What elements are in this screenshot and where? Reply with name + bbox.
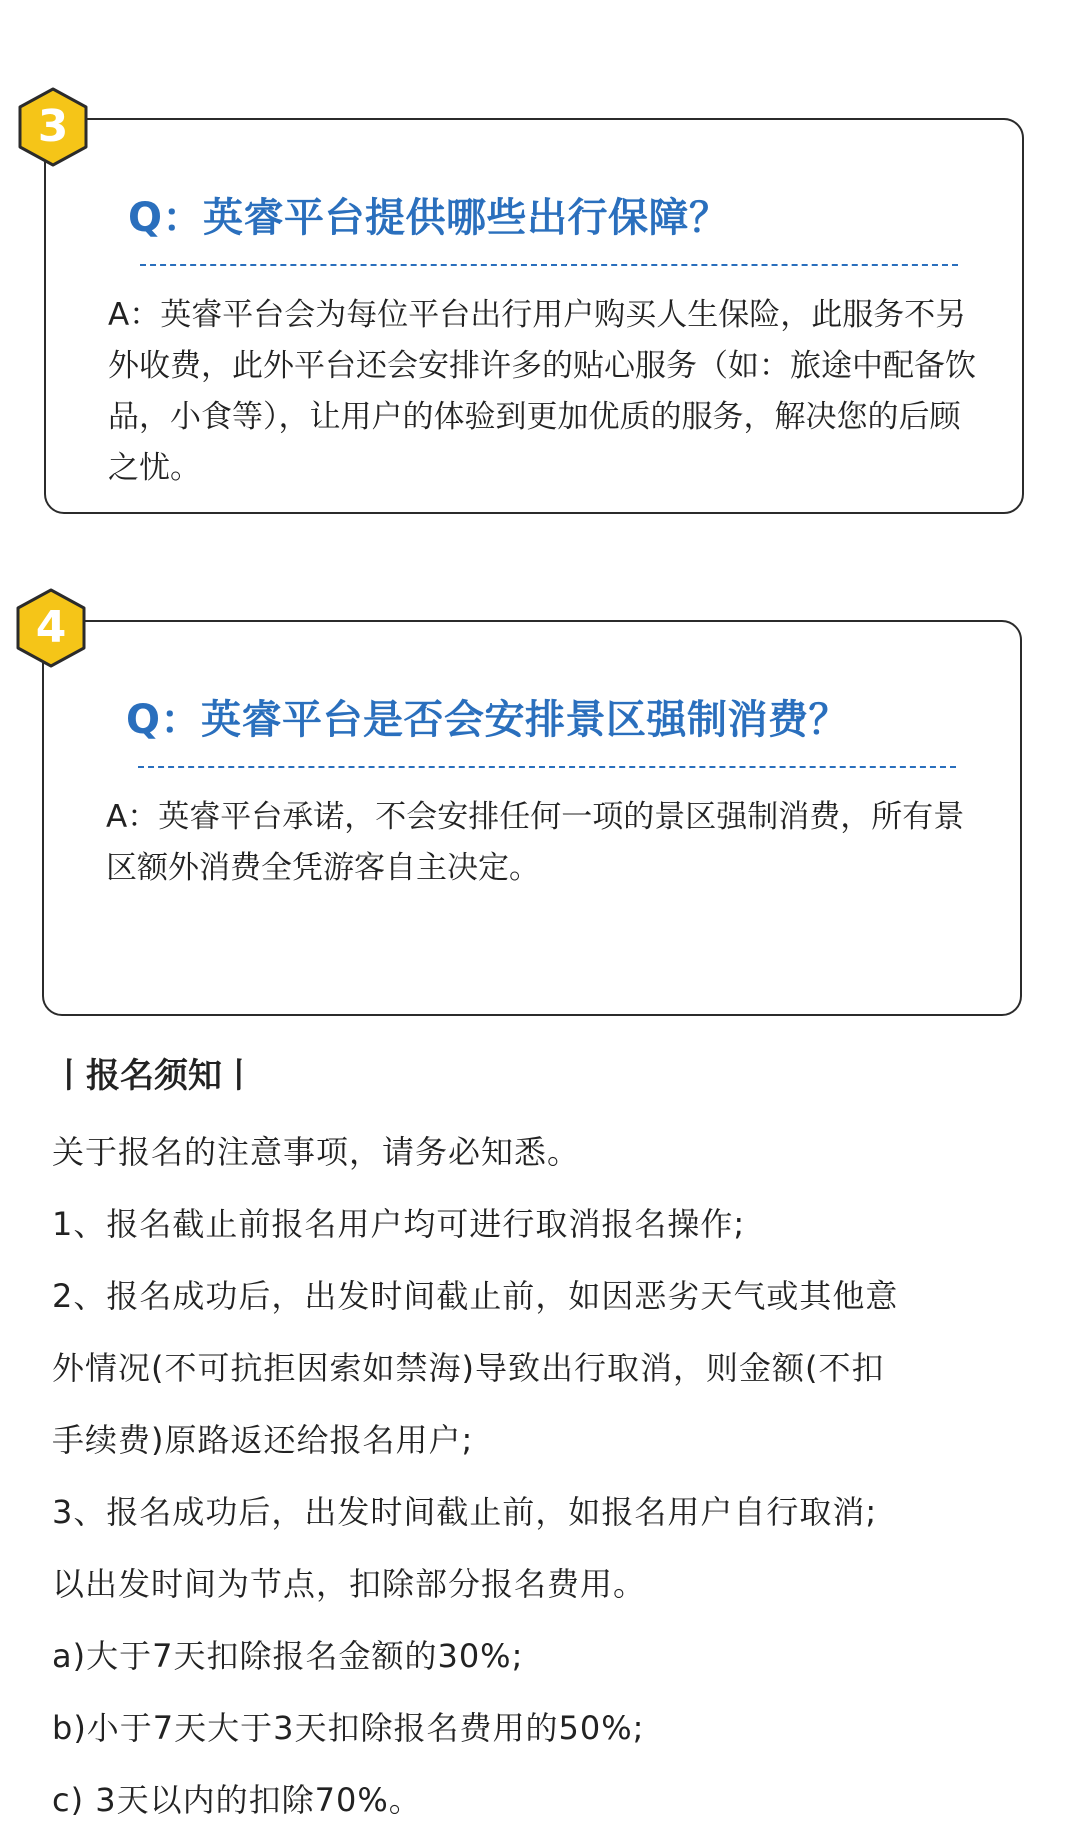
notice-line: 以出发时间为节点，扣除部分报名费用。: [52, 1565, 647, 1603]
notice-line: 2、报名成功后，出发时间截止前，如因恶劣天气或其他意: [52, 1277, 899, 1315]
notice-line: b)小于7天大于3天扣除报名费用的50%;: [52, 1709, 645, 1747]
badge-number: 4: [35, 602, 67, 653]
faq-answer: A：英睿平台会为每位平台出行用户购买人生保险，此服务不另外收费，此外平台还会安排许多的贴心服务（如：旅途中配备饮品，小食等），让用户的体验到更加优质的服务，解决您的后顾之忧。: [108, 297, 976, 486]
faq-question: Q：英睿平台提供哪些出行保障？: [128, 195, 730, 241]
faq-card-4: [42, 620, 1022, 1016]
faq-card-3: [44, 118, 1024, 514]
dashed-divider: [138, 766, 956, 768]
badge-number: 3: [37, 101, 69, 152]
number-badge-hexagon-icon: [17, 86, 89, 168]
faq-question: Q：英睿平台是否会安排景区强制消费？: [126, 697, 850, 743]
notice-line: 手续费)原路返还给报名用户;: [52, 1421, 474, 1459]
notice-heading: 丨报名须知丨: [52, 1056, 256, 1096]
notice-line: a)大于7天扣除报名金额的30%;: [52, 1637, 524, 1675]
notice-line: 关于报名的注意事项，请务必知悉。: [52, 1133, 581, 1171]
notice-line: c) 3天以内的扣除70%。: [52, 1781, 422, 1819]
faq-answer: A：英睿平台承诺，不会安排任何一项的景区强制消费，所有景区额外消费全凭游客自主决定。: [106, 799, 965, 886]
notice-line: 3、报名成功后，出发时间截止前，如报名用户自行取消;: [52, 1493, 878, 1531]
number-badge-hexagon-icon: [15, 587, 87, 669]
notice-line: 外情况(不可抗拒因索如禁海)导致出行取消，则金额(不扣: [52, 1349, 885, 1387]
dashed-divider: [140, 264, 958, 266]
registration-notice: [52, 1046, 1012, 1836]
notice-line: 1、报名截止前报名用户均可进行取消报名操作;: [52, 1205, 746, 1243]
